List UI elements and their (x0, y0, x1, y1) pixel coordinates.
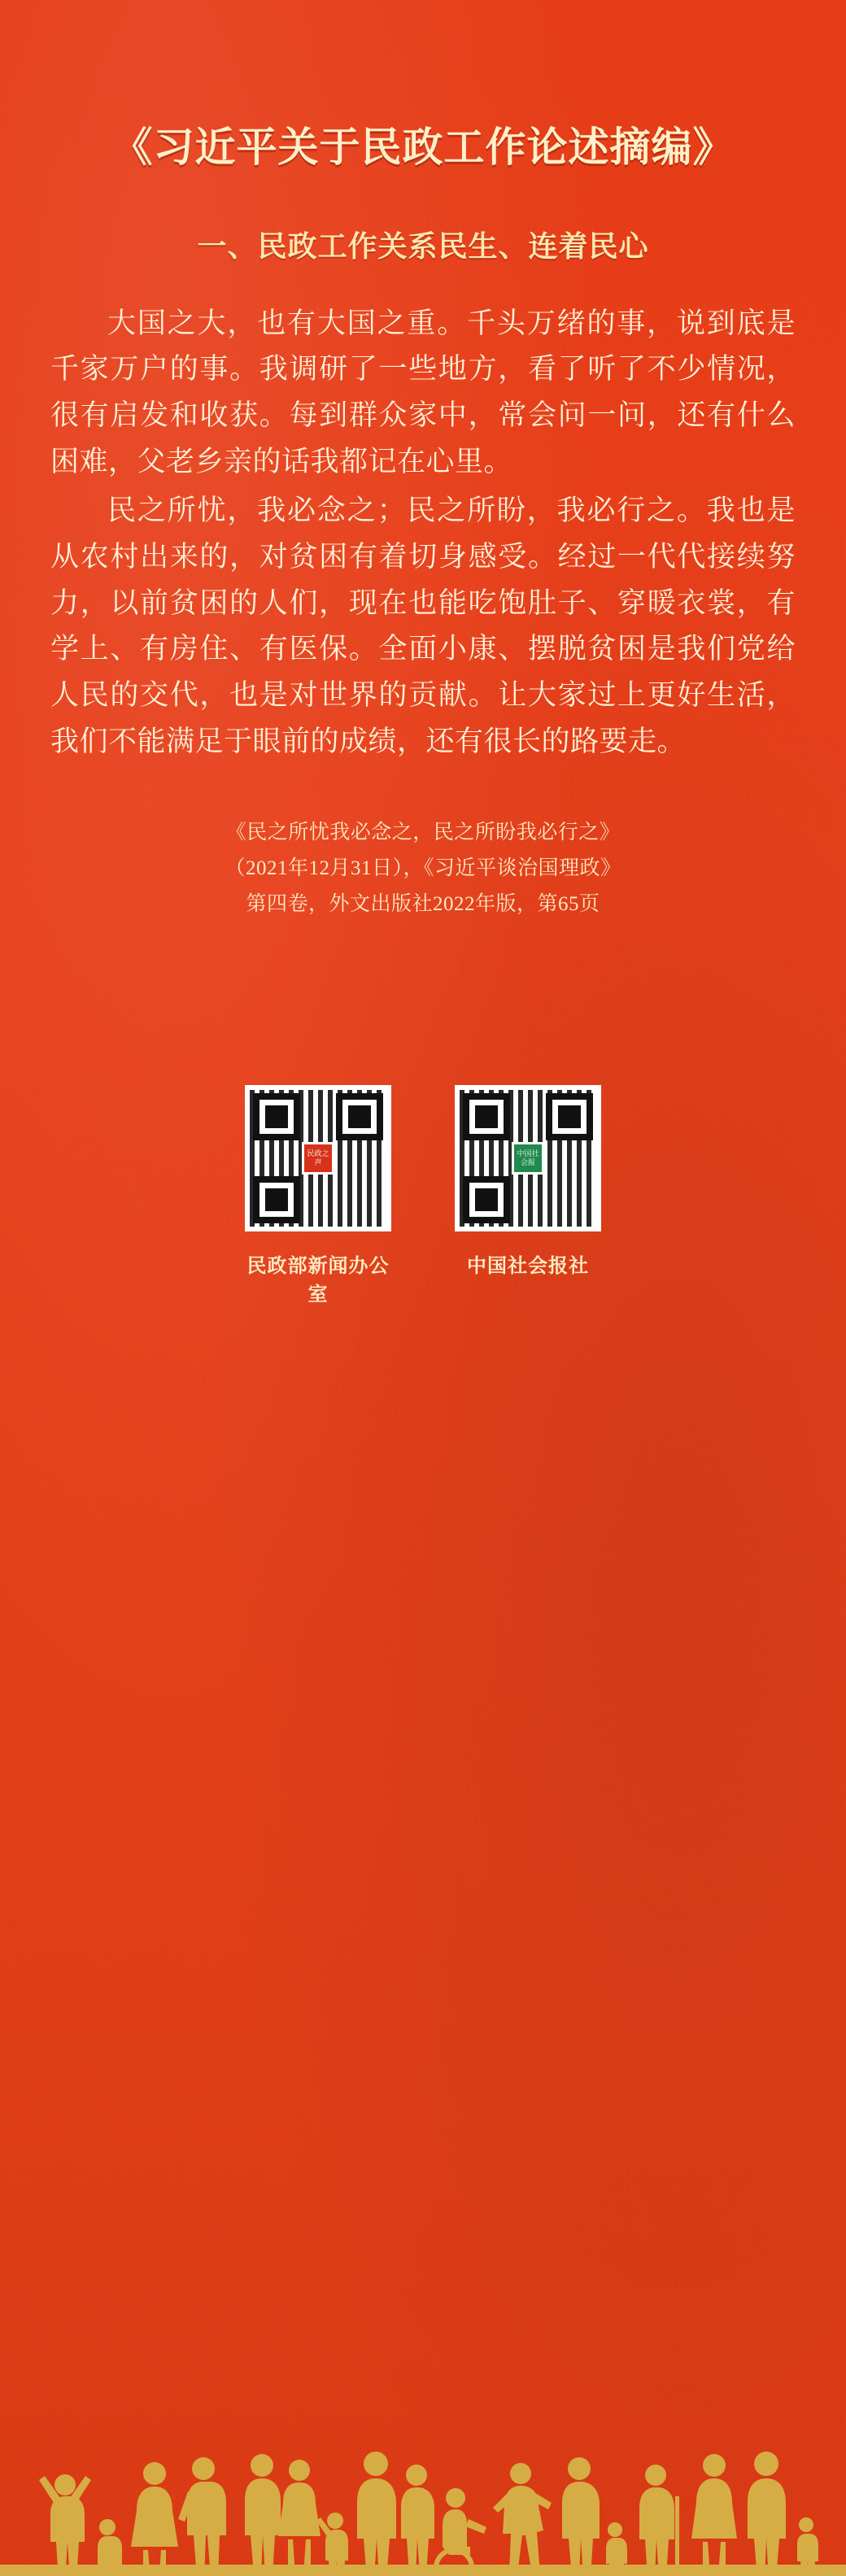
qr-block-newspaper (448, 1085, 608, 1306)
qr-finder-bottom-left (463, 1176, 510, 1223)
qr-code-ministry-icon[interactable] (245, 1085, 391, 1231)
body-text (0, 265, 846, 765)
source-line-2: （2021年12月31日），《习近平谈治国理政》 (225, 857, 621, 880)
qr-finder-top-right (546, 1093, 593, 1140)
section-heading: 一、民政工作关系民生、连着民心 (197, 229, 649, 263)
qr-finder-top-left (253, 1093, 300, 1140)
qr-code-row (0, 922, 846, 1306)
paragraph-1: 大国之大，也有大国之重。千头万绪的事，说到底是千家万户的事。我调研了一些地方，看了听了不少情况，很有启发和收获。每到群众家中，常会问一问，还有什么困难，父老乡亲的话我都记在心里。 (50, 307, 796, 477)
page-title: 《习近平关于民政工作论述摘编》 (111, 124, 735, 170)
footer-people-silhouette (0, 2373, 846, 2576)
qr-center-logo: 民政之声 (302, 1142, 334, 1175)
qr-finder-bottom-left (253, 1176, 300, 1223)
qr-code-newspaper-icon[interactable] (455, 1085, 601, 1231)
source-line-1: 《民之所忧我必念之，民之所盼我必行之》 (225, 822, 621, 844)
source-citation (0, 768, 846, 922)
qr-caption-newspaper: 中国社会报社 (467, 1255, 589, 1277)
qr-finder-top-right (336, 1093, 383, 1140)
source-line-3: 第四卷，外文出版社2022年版，第65页 (246, 892, 600, 915)
qr-center-logo: 中国社会报 (512, 1142, 544, 1175)
qr-caption-ministry: 民政部新闻办公室 (246, 1255, 390, 1305)
qr-finder-top-left (463, 1093, 510, 1140)
paragraph-2: 民之所忧，我必念之；民之所盼，我必行之。我也是从农村出来的，对贫困有着切身感受。经过一代代接续努力，以前贫困的人们，现在也能吃饱肚子、穿暖衣裳，有学上、有房住、有医保。全面小康、摆脱贫困是我们党给人民的交代，也是对世界的贡献。让大家过上更好生活，我们不能满足于眼前的成绩，还有很长的路要走。 (50, 495, 796, 757)
qr-block-ministry (238, 1085, 398, 1306)
